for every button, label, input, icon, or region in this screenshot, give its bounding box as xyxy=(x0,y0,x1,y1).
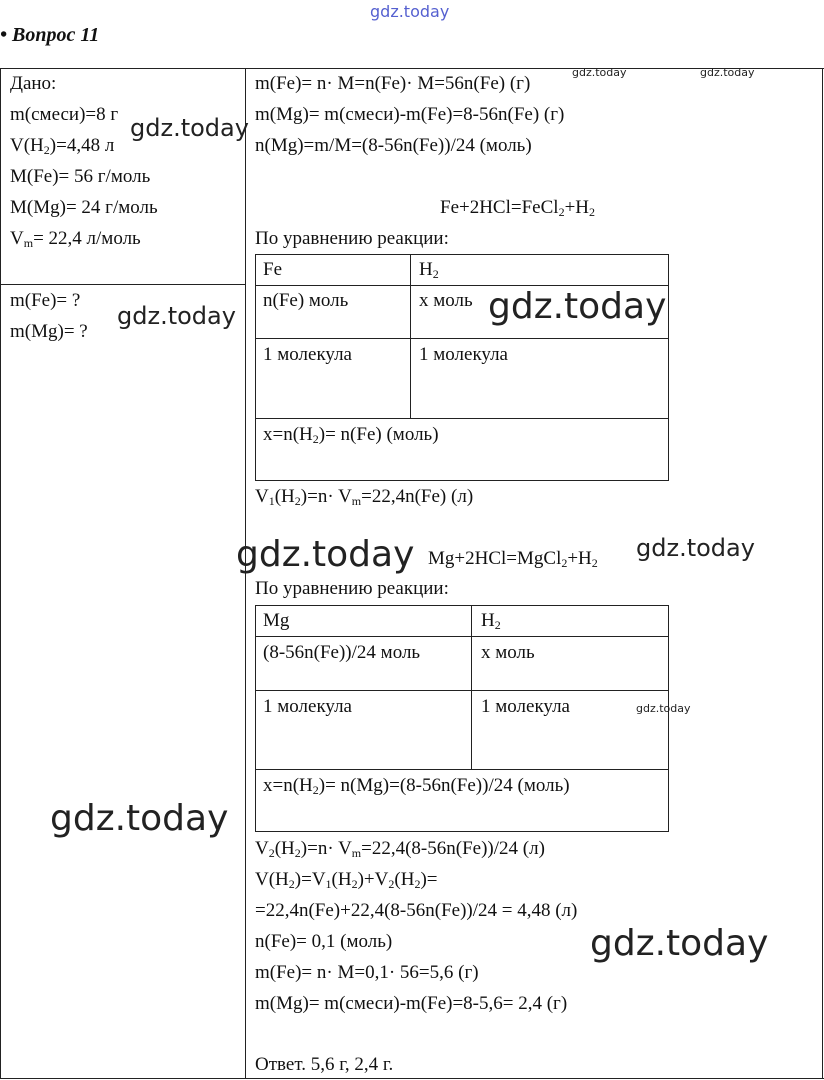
table1-formula: $x=n(H_2)= n(Fe)$ (моль) xyxy=(263,424,439,446)
table1-cell-fe-moles: n(Fe) моль xyxy=(263,290,349,311)
watermark: gdz.today xyxy=(488,286,667,327)
solution-line-1: m(Fe)= n· M=n(Fe)· M=56n(Fe) (г) xyxy=(255,73,531,94)
given-fe-molar-mass: M(Fe)= 56 г/моль xyxy=(10,166,151,187)
answer-line: Ответ. 5,6 г, 2,4 г. xyxy=(255,1054,394,1075)
reaction-equation-mg: $Mg+2HCl=MgCl_2+H_2$ xyxy=(428,548,598,570)
table2-cell-mg-molecule: 1 молекула xyxy=(263,696,352,717)
table2-cell-h2-moles: x моль xyxy=(481,642,535,663)
by-reaction-label-1: По уравнению реакции: xyxy=(255,228,449,249)
top-watermark: gdz.today xyxy=(370,2,450,21)
volume-h2-from-fe: $V_1(H_2)=n\cdot V_m=22,4n(Fe)$ (л) xyxy=(255,486,474,508)
watermark: gdz.today xyxy=(636,534,755,562)
table1-cell-h2-molecule: 1 молекула xyxy=(419,344,508,365)
mass-fe-result: m(Fe)= n· M=0,1· 56=5,6 (г) xyxy=(255,962,479,983)
given-mg-molar-mass: M(Mg)= 24 г/моль xyxy=(10,197,158,218)
given-molar-volume: $V_m= 22,4$ л/моль xyxy=(10,228,141,250)
table1-cell-h2-moles: x моль xyxy=(419,290,473,311)
watermark: gdz.today xyxy=(117,302,236,330)
find-fe-mass: m(Fe)= ? xyxy=(10,290,81,311)
solution-line-2: m(Mg)= m(смеси)-m(Fe)=8-56n(Fe) (г) xyxy=(255,104,565,125)
table2-cell-h2-molecule: 1 молекула xyxy=(481,696,570,717)
total-volume-h2: $V(H_2)=V_1(H_2)+V_2(H_2)=$ xyxy=(255,869,438,891)
table2-formula: $x=n(H_2)= n(Mg)=(8-56n(Fe))/24$ (моль) xyxy=(263,775,570,797)
given-label: Дано: xyxy=(10,73,57,94)
table1-header-h2: $H_2$ xyxy=(419,259,439,281)
table2-cell-mg-moles: (8-56n(Fe))/24 моль xyxy=(263,642,421,663)
watermark: gdz.today xyxy=(50,798,229,839)
find-mg-mass: m(Mg)= ? xyxy=(10,321,88,342)
table2-header-h2: $H_2$ xyxy=(481,610,501,632)
table2-header-mg: Mg xyxy=(263,610,290,631)
given-mixture-mass: m(смеси)=8 г xyxy=(10,104,119,125)
table1-cell-fe-molecule: 1 молекула xyxy=(263,344,352,365)
by-reaction-label-2: По уравнению реакции: xyxy=(255,578,449,599)
moles-fe-result: n(Fe)= 0,1 (моль) xyxy=(255,931,393,952)
question-title: • Вопрос 11 xyxy=(0,24,100,46)
mass-mg-result: m(Mg)= m(смеси)-m(Fe)=8-5,6= 2,4 (г) xyxy=(255,993,568,1014)
watermark: gdz.today xyxy=(700,66,755,79)
watermark: gdz.today xyxy=(590,923,769,964)
watermark: gdz.today xyxy=(636,702,691,715)
watermark: gdz.today xyxy=(572,66,627,79)
watermark: gdz.today xyxy=(130,114,249,142)
reaction-equation-fe: $Fe+2HCl=FeCl_2+H_2$ xyxy=(440,197,595,219)
table1-header-fe: Fe xyxy=(263,259,282,280)
solution-line-3: n(Mg)=m/M=(8-56n(Fe))/24 (моль) xyxy=(255,135,532,156)
volume-h2-from-mg: $V_2(H_2)=n\cdot V_m=22,4(8-56n(Fe))/24$ (л) xyxy=(255,838,545,860)
watermark: gdz.today xyxy=(236,534,415,575)
given-h2-volume: $V(H_2)=4,48$ л xyxy=(10,135,115,157)
total-volume-expansion: =22,4n(Fe)+22,4(8-56n(Fe))/24 = 4,48 (л) xyxy=(255,900,578,921)
